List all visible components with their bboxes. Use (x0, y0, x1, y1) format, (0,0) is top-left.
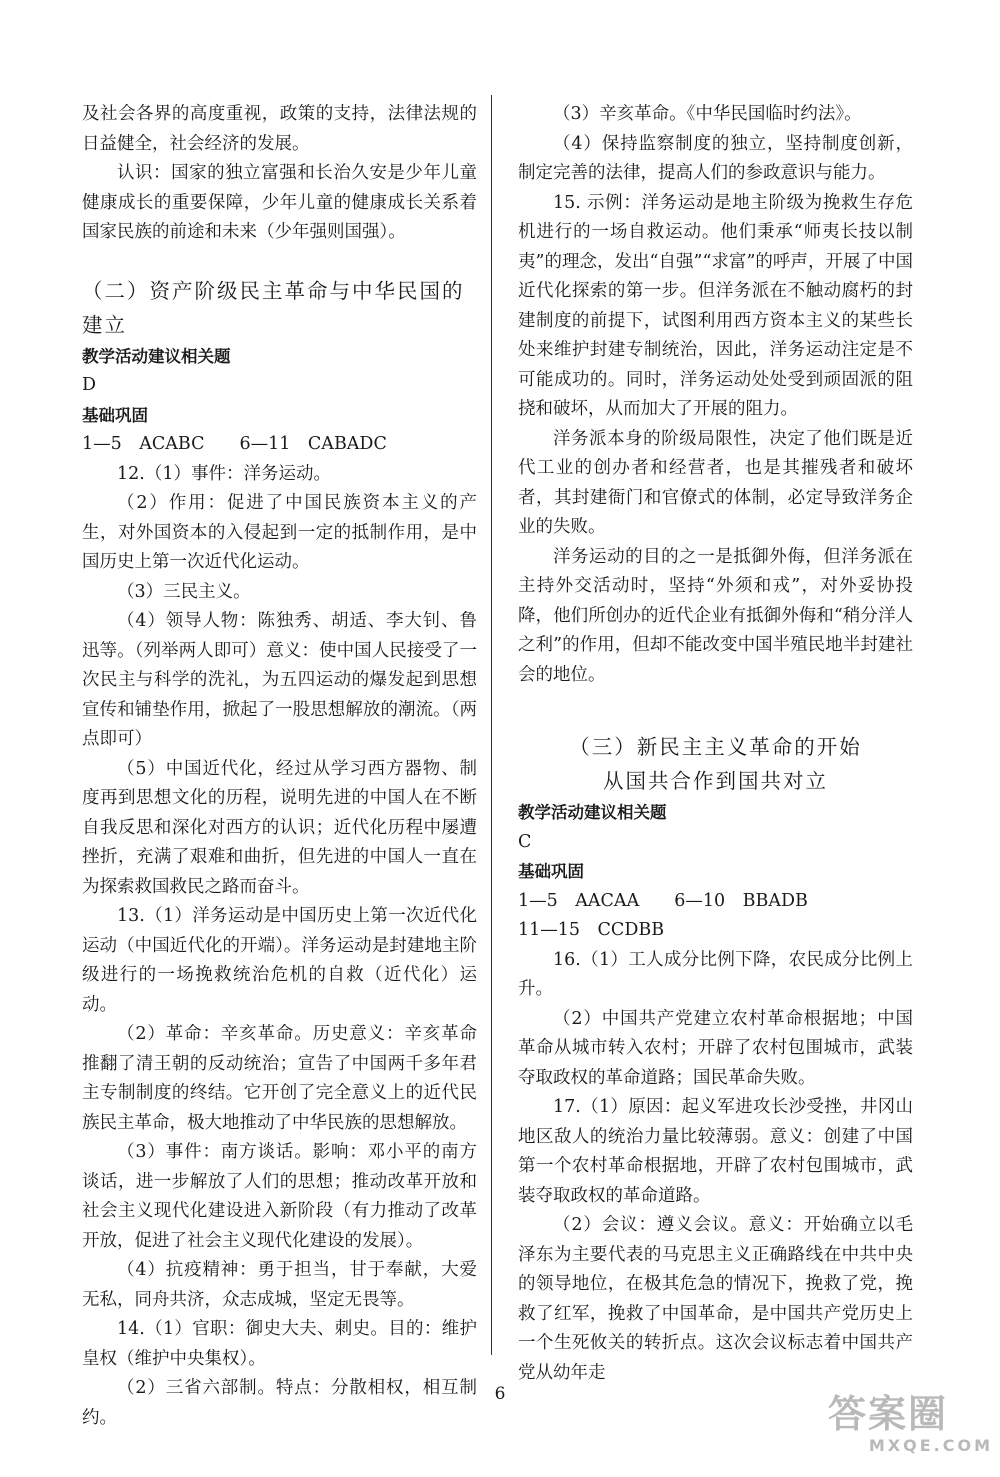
watermark-logo (828, 1392, 993, 1472)
paragraph: 14.（1）官职：御史大夫、刺史。目的：维护皇权（维护中央集权）。 (82, 1319, 477, 1369)
section-title: （三）新民主主义革命的开始 (569, 735, 862, 759)
paragraph: （2）作用：促进了中国民族资本主义的产生，对外国资本的入侵起到一定的抵制作用，是中国历史上第一次近代化运动。 (82, 493, 477, 572)
subsection-label: 教学活动建议相关题 (518, 803, 667, 822)
paragraph: （2）三省六部制。特点：分散相权，相互制约。 (82, 1378, 477, 1428)
left-column (82, 100, 477, 1433)
paragraph: （4）抗疫精神：勇于担当，甘于奉献，大爱无私，同舟共济，众志成城，坚定无畏等。 (82, 1260, 477, 1310)
paragraph: （3）三民主义。 (117, 581, 251, 602)
section-subtitle: 从国共合作到国共对立 (603, 769, 828, 793)
paragraph: 16.（1）工人成分比例下降，农民成分比例上升。 (518, 949, 913, 999)
paragraph: 认识：国家的独立富强和长治久安是少年儿童健康成长的重要保障，少年儿童的健康成长关系着国家民族的前途和未来（少年强则国强）。 (82, 163, 477, 242)
subsection-label: 基础巩固 (82, 405, 148, 425)
watermark-url: MXQE.COM (868, 1436, 993, 1455)
paragraph: 洋务运动的目的之一是抵御外侮，但洋务派在主持外交活动时，坚持“外须和戎”，对外妥协投降，他们所创办的近代企业有抵御外侮和“稍分洋人之利”的作用，但却不能改变中国半殖民地半封建社会的地位。 (518, 546, 913, 685)
answer: 11—15 CCDBB (518, 920, 665, 940)
answer: D (82, 375, 97, 395)
paragraph: 洋务派本身的阶级局限性，决定了他们既是近代工业的创办者和经营者，也是其摧残者和破坏者，其封建衙门和官僚式的体制，必定导致洋务企业的失败。 (518, 428, 913, 537)
paragraph: （3）辛亥革命。《中华民国临时约法》。 (553, 104, 862, 124)
column-divider (491, 95, 492, 1355)
paragraph: （4）保持监察制度的独立，坚持制度创新，制定完善的法律，提高人们的参政意识与能力。 (518, 133, 913, 183)
paragraph: 12.（1）事件：洋务运动。 (117, 463, 331, 484)
paragraph: 17.（1）原因：起义军进攻长沙受挫，井冈山地区敌人的统治力量比较薄弱。意义：创建了中国第一个农村革命根据地，开辟了农村包围城市，武装夺取政权的革命道路。 (518, 1097, 913, 1206)
paragraph: （4）领导人物：陈独秀、胡适、李大钊、鲁迅等。（列举两人即可）意义：使中国人民接受了一次民主与科学的洗礼，为五四运动的爆发起到思想宣传和铺垫作用，掀起了一股思想解放的潮流。（两点即可） (82, 611, 477, 749)
paragraph: （2）革命：辛亥革命。历史意义：辛亥革命推翻了清王朝的反动统治；宣告了中国两千多年君主专制制度的终结。它开创了完全意义上的近代民族民主革命，极大地推动了中华民族的思想解放。 (82, 1024, 477, 1133)
answer: 1—5 ACABC 6—11 CABADC (82, 434, 387, 454)
paragraph: （2）中国共产党建立农村革命根据地；中国革命从城市转入农村；开辟了农村包围城市，武装夺取政权的革命道路；国民革命失败。 (518, 1008, 913, 1088)
paragraph: 13.（1）洋务运动是中国历史上第一次近代化运动（中国近代化的开端）。洋务运动是封建地主阶级进行的一场挽救统治危机的自救（近代化）运动。 (82, 906, 477, 1015)
watermark-text: 答案圈 (828, 1392, 949, 1436)
answer: 1—5 AACAA 6—10 BBADB (518, 890, 808, 911)
paragraph: （3）事件：南方谈话。影响：邓小平的南方谈话，进一步解放了人们的思想；推动改革开放和社会主义现代化建设进入新阶段（有力推动了改革开放，促进了社会主义现代化建设的发展）。 (82, 1142, 477, 1251)
paragraph: （2）会议：遵义会议。意义：开始确立以毛泽东为主要代表的马克思主义正确路线在中共中央的领导地位，在极其危急的情况下，挽救了党，挽救了红军，挽救了中国革命，是中国共产党历史上一个生死攸关的转折点。这次会议标志着中国共产党从幼年走 (518, 1215, 913, 1383)
section-title: （二）资产阶级民主革命与中华民国的建立 (82, 278, 465, 337)
subsection-label: 基础巩固 (518, 862, 584, 881)
answer: C (518, 831, 532, 852)
paragraph: （5）中国近代化，经过从学习西方器物、制度再到思想文化的历程，说明先进的中国人在不断自我反思和深化对西方的认识；近代化历程中屡遭挫折，充满了艰难和曲折，但先进的中国人一直在为探索救国救民之路而奋斗。 (82, 758, 477, 897)
subsection-label: 教学活动建议相关题 (82, 346, 231, 366)
page-number: 6 (494, 1384, 506, 1404)
paragraph: 及社会各界的高度重视，政策的支持，法律法规的日益健全，社会经济的发展。 (82, 104, 477, 154)
paragraph: 15. 示例：洋务运动是地主阶级为挽救生存危机进行的一场自救运动。他们秉承“师夷长技以制夷”的理念，发出“自强”“求富”的呼声，开展了中国近代化探索的第一步。但洋务派在不触动腐朽的封建制度的前提下，试图利用西方资本主义的某些长处来维护封建专制统治，因此，洋务运动注定是不可能成功的。同时，洋务运动处处受到顽固派的阻挠和破坏，从而加大了开展的阻力。 (518, 192, 913, 419)
right-column (518, 100, 913, 1388)
